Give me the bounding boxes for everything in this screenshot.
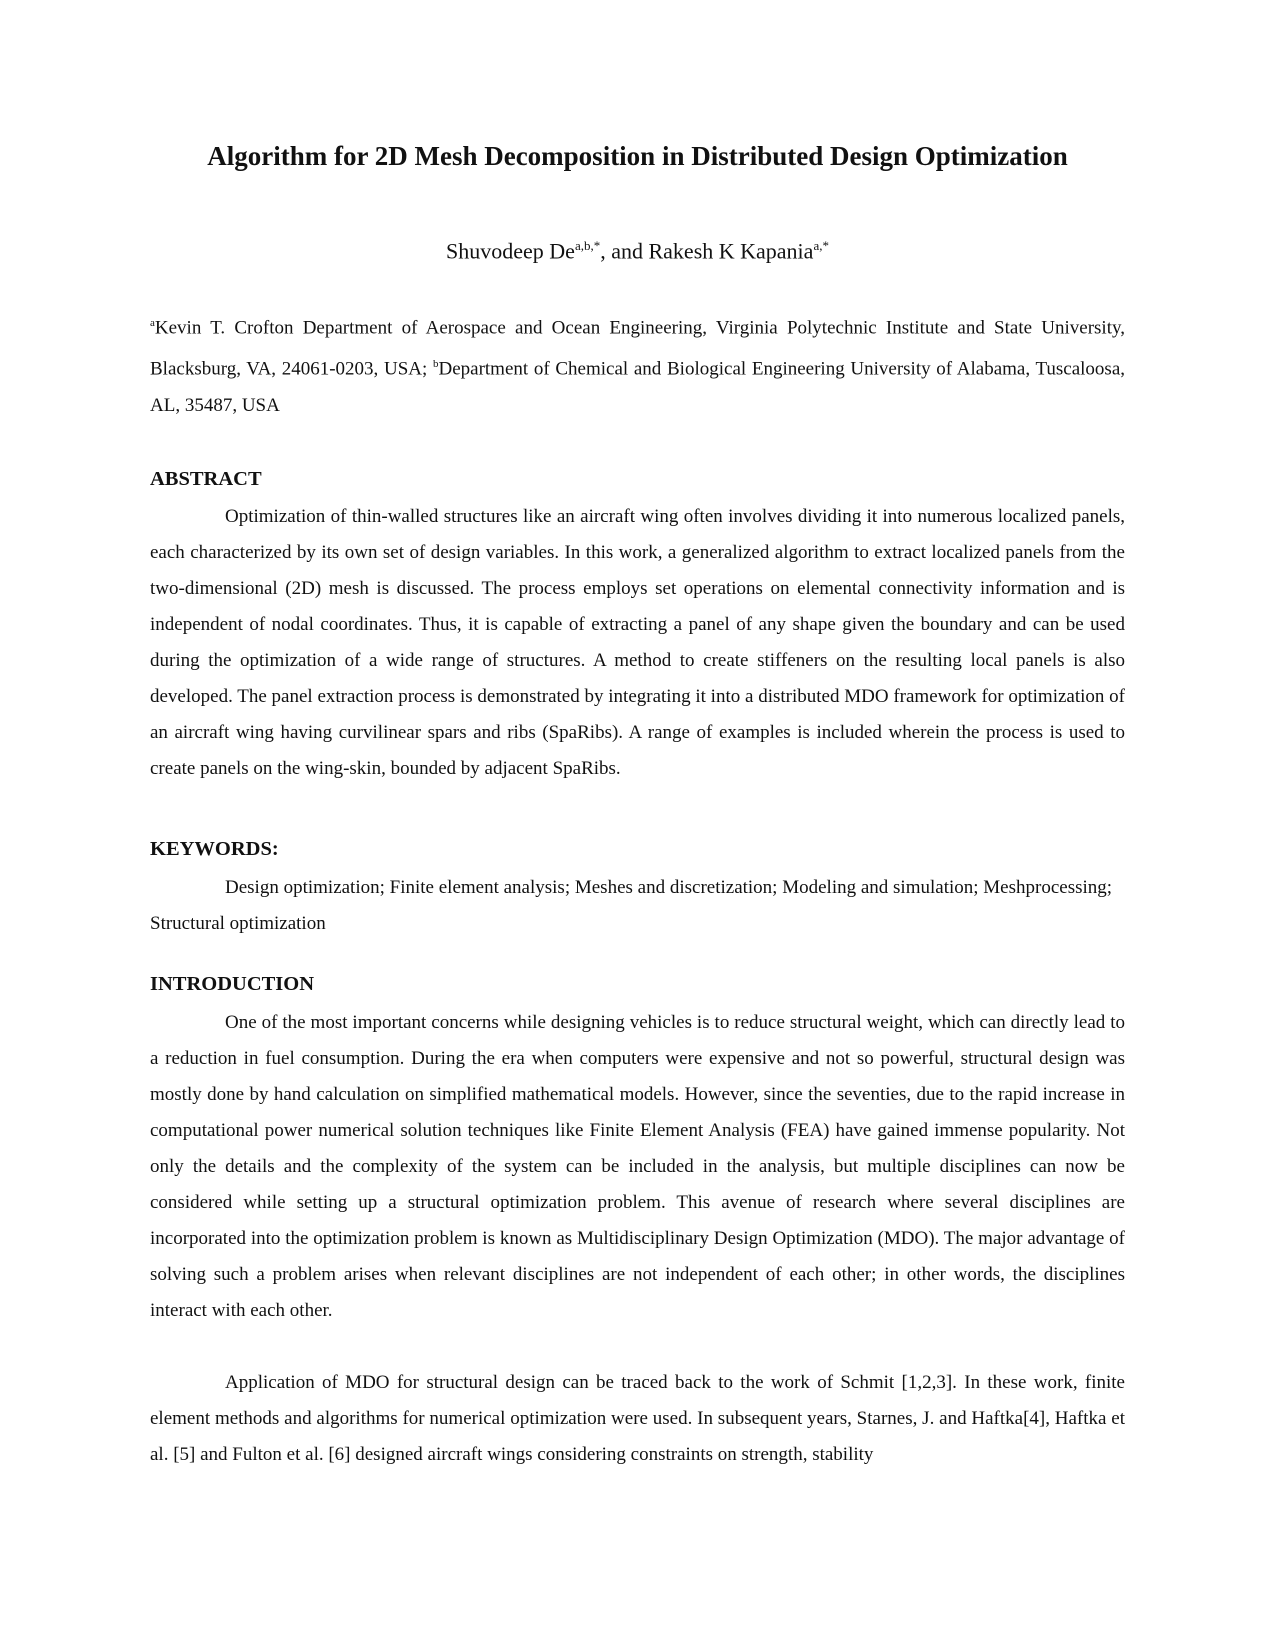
paper-title: Algorithm for 2D Mesh Decomposition in Distributed Design Optimization [207,141,1068,171]
author-line [150,238,1125,265]
affiliation-marker: b [432,358,439,371]
introduction-heading: INTRODUCTION [150,972,315,995]
keywords-text: Design optimization; Finite element analysis; Meshes and discretization; Modeling and simulation; Meshprocessing; Structural optimization [150,876,1113,934]
affiliations [150,305,1125,424]
affiliation-marker: a [150,317,155,330]
affiliation-superscript: a,b,* [574,238,601,254]
keywords-heading: KEYWORDS: [150,838,279,861]
affiliation-superscript: a,* [813,238,829,254]
abstract-text: Optimization of thin-walled structures like an aircraft wing often involves dividing it into numerous localized panels, each characterized by its own set of design variables. In this work, a generalized algorithm to extract localized panels from the two-dimensional (2D) mesh is discussed. The process employs set operations on elemental connectivity information and is independent of nodal coordinates. Thus, it is capable of extracting a panel of any shape given the boundary and can be used during the optimization of a wide range of structures. A method to create stiffeners on the resulting local panels is also developed. The panel extraction process is demonstrated by integrating it into a distributed MDO framework for optimization of an aircraft wing having curvilinear spars and ribs (SpaRibs). A range of examples is included wherein the process is used to create panels on the wing-skin, bounded by adjacent SpaRibs. [150,506,1125,780]
introduction-paragraph: Application of MDO for structural design can be traced back to the work of Schmit [1,2,3]. In these work, finite element methods and algorithms for numerical optimization were used. In subsequent years, Starnes, J. and Haftka[4], Haftka et al. [5] and Fulton et al. [6] designed aircraft wings considering constraints on strength, stability [150,1371,1125,1465]
affiliation-b: Department of Chemical and Biological Engineering University of Alabama, Tuscaloosa, AL, 35487, USA [150,358,1125,416]
introduction-paragraph: One of the most important concerns while designing vehicles is to reduce structural weight, which can directly lead to a reduction in fuel consumption. During the era when computers were expensive and not so powerful, structural design was mostly done by hand calculation on simplified mathematical models. However, since the seventies, due to the rapid increase in computational power numerical solution techniques like Finite Element Analysis (FEA) have gained immense popularity. Not only the details and the complexity of the system can be included in the analysis, but multiple disciplines can now be considered while setting up a structural optimization problem. This avenue of research where several disciplines are incorporated into the optimization problem is known as Multidisciplinary Design Optimization (MDO). The major advantage of solving such a problem arises when relevant disciplines are not independent of each other; in other words, the disciplines interact with each other. [150,1011,1125,1321]
affiliation-a: Kevin T. Crofton Department of Aerospace and Ocean Engineering, Virginia Polytechnic Institute and State University, Blacksburg, VA, 24061-0203, USA; [150,317,1125,380]
author-name: Rakesh K Kapania [648,238,814,264]
paper-page [150,140,1125,1473]
author-separator: , and [600,238,649,264]
author-name: Shuvodeep De [446,238,575,264]
abstract-heading: ABSTRACT [150,467,262,490]
